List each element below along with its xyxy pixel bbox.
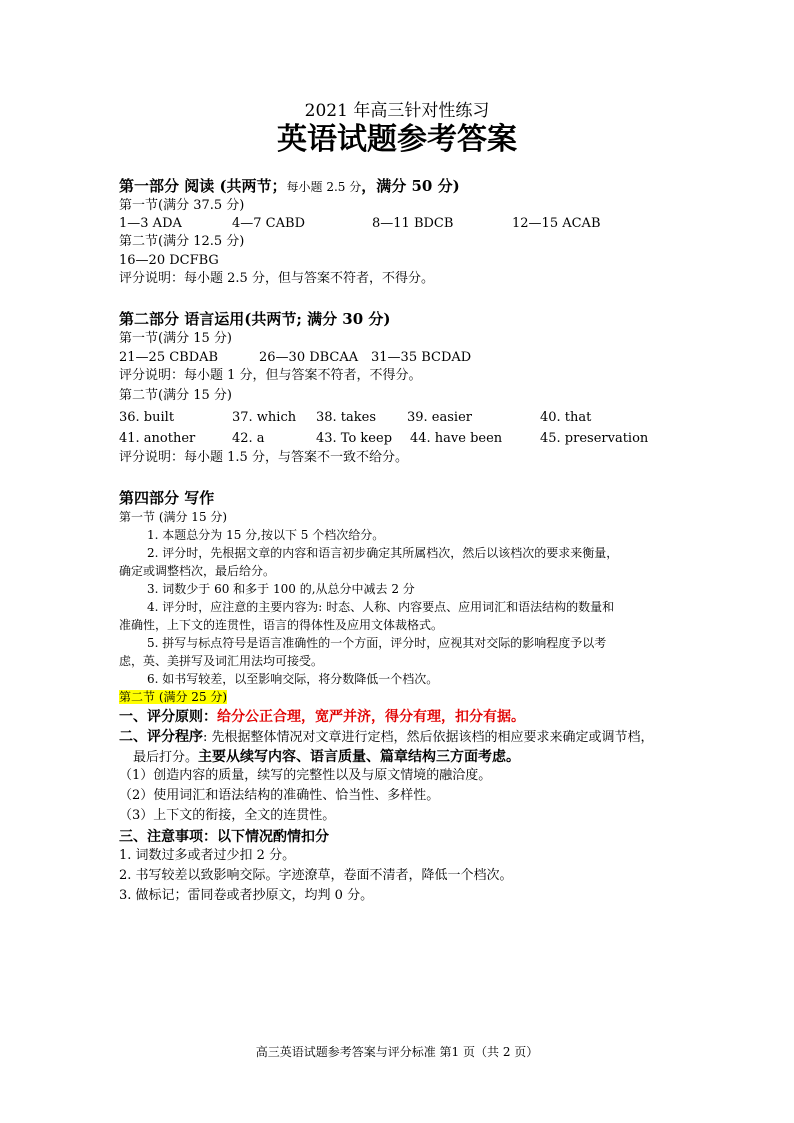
scoring-note: 评分说明：每小题 2.5 分，但与答案不符者，不得分。 bbox=[119, 271, 434, 286]
rule-item: 1. 本题总分为 15 分,按以下 5 个档次给分。 bbox=[147, 528, 385, 542]
part4-heading: 第四部分 写作 bbox=[119, 489, 215, 507]
attention-item: 3. 做标记；雷同卷或者抄原文，均判 0 分。 bbox=[119, 888, 374, 903]
part1-section1-title: 第一节(满分 37.5 分) bbox=[119, 198, 245, 213]
criteria-item: （1）创造内容的质量，续写的完整性以及与原文情境的融洽度。 bbox=[119, 768, 492, 783]
rule-item-continuation: 准确性，上下文的连贯性，语言的得体性及应用文体裁格式。 bbox=[119, 618, 444, 632]
part1-heading-end: ，满分 50 分) bbox=[361, 177, 460, 195]
answer-group: 8—11 BDCB bbox=[372, 216, 454, 231]
answer-item: 36. built bbox=[119, 410, 175, 425]
part1-section2-title: 第二节(满分 12.5 分) bbox=[119, 234, 245, 249]
rule-item-continuation: 确定或调整档次，最后给分。 bbox=[119, 564, 276, 578]
document-subtitle: 2021 年高三针对性练习 bbox=[304, 101, 490, 121]
scoring-procedure bbox=[119, 728, 654, 747]
part1-heading bbox=[119, 177, 460, 196]
principle-text: 给分公正合理，宽严并济，得分有理，扣分有据。 bbox=[217, 709, 525, 725]
rule-item: 5. 拼写与标点符号是语言准确性的一个方面，评分时，应视其对交际的影响程度予以考 bbox=[147, 636, 607, 650]
part1-heading-small: 每小题 2.5 分 bbox=[286, 180, 362, 194]
procedure-text: : 先根据整体情况对文章进行定档，然后依据该档的相应要求来确定或调节档， bbox=[203, 730, 654, 745]
scoring-note: 评分说明：每小题 1 分，但与答案不符者，不得分。 bbox=[119, 368, 422, 383]
page-footer: 高三英语试题参考答案与评分标准 第1 页（共 2 页） bbox=[255, 1045, 539, 1059]
principle-label: 一、评分原则： bbox=[119, 709, 217, 725]
scoring-principle bbox=[119, 708, 525, 726]
attention-item: 2. 书写较差以致影响交际。字迹潦草，卷面不清者，降低一个档次。 bbox=[119, 868, 513, 883]
criteria-item: （3）上下文的衔接，全文的连贯性。 bbox=[119, 808, 336, 823]
attention-item: 1. 词数过多或者过少扣 2 分。 bbox=[119, 848, 296, 863]
answer-group: 4—7 CABD bbox=[232, 216, 305, 231]
part4-section1-title: 第一节 (满分 15 分) bbox=[119, 510, 228, 524]
answer-item: 39. easier bbox=[407, 410, 472, 425]
procedure-label: 二、评分程序 bbox=[119, 729, 203, 745]
answer-item: 45. preservation bbox=[540, 431, 649, 446]
answer-item: 44. have been bbox=[410, 431, 503, 446]
document-title: 英语试题参考答案 bbox=[277, 122, 517, 157]
procedure-line2-plain: 最后打分。 bbox=[133, 750, 199, 765]
answer-group: 12—15 ACAB bbox=[512, 216, 601, 231]
part2-section1-title: 第一节(满分 15 分) bbox=[119, 331, 232, 346]
rule-item: 2. 评分时，先根据文章的内容和语言初步确定其所属档次，然后以该档次的要求来衡量， bbox=[147, 546, 619, 560]
rule-item-continuation: 虑，英、美拼写及词汇用法均可接受。 bbox=[119, 654, 324, 668]
answer-group: 21—25 CBDAB bbox=[119, 350, 219, 365]
answer-group: 16—20 DCFBG bbox=[119, 253, 219, 268]
highlighted-section-title: 第二节 (满分 25 分) bbox=[119, 690, 228, 704]
rule-item: 6. 如书写较差，以至影响交际，将分数降低一个档次。 bbox=[147, 672, 439, 686]
answer-group: 26—30 DBCAA bbox=[259, 350, 359, 365]
rule-item: 4. 评分时，应注意的主要内容为: 时态、人称、内容要点、应用词汇和语法结构的数量和 bbox=[147, 600, 615, 614]
scoring-note: 评分说明：每小题 1.5 分，与答案不一致不给分。 bbox=[119, 450, 408, 465]
criteria-item: （2）使用词汇和语法结构的准确性、恰当性、多样性。 bbox=[119, 788, 440, 803]
answer-item: 37. which bbox=[232, 410, 297, 425]
answer-item: 38. takes bbox=[316, 410, 377, 425]
answer-group: 31—35 BCDAD bbox=[371, 350, 472, 365]
answer-group: 1—3 ADA bbox=[119, 216, 182, 231]
part1-heading-main: 第一部分 阅读 (共两节； bbox=[119, 177, 287, 195]
answer-item: 40. that bbox=[540, 410, 592, 425]
scoring-procedure-line2 bbox=[133, 748, 520, 767]
answer-item: 42. a bbox=[232, 431, 265, 446]
part2-heading: 第二部分 语言运用(共两节; 满分 30 分) bbox=[119, 310, 391, 328]
part4-section2-title bbox=[119, 689, 227, 705]
answer-item: 41. another bbox=[119, 431, 196, 446]
procedure-line2-bold: 主要从续写内容、语言质量、篇章结构三方面考虑。 bbox=[198, 749, 521, 765]
rule-item: 3. 词数少于 60 和多于 100 的,从总分中减去 2 分 bbox=[147, 582, 415, 596]
part2-section2-title: 第二节(满分 15 分) bbox=[119, 388, 232, 403]
answer-item: 43. To keep bbox=[316, 431, 393, 446]
attention-heading: 三、注意事项：以下情况酌情扣分 bbox=[119, 829, 329, 845]
